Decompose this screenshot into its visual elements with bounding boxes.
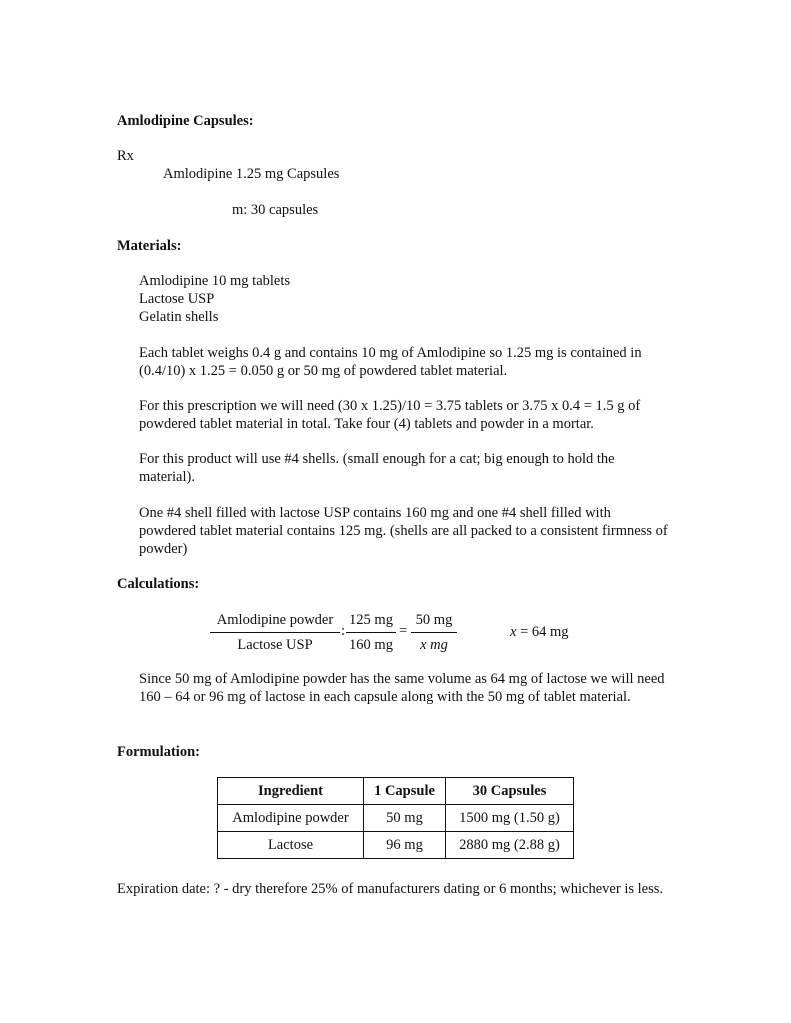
fraction-two-denominator: x mg (420, 637, 448, 653)
materials-item: Lactose USP (139, 291, 215, 307)
column-header: Ingredient (218, 778, 364, 805)
materials-paragraph: One #4 shell filled with lactose USP contains 160 mg and one #4 shell filled with powdered tablet material contains 125 mg. (shells are all packed to a consistent firmness of powder) (139, 505, 668, 557)
fraction-one (346, 611, 396, 654)
materials-item: Amlodipine 10 mg tablets (139, 273, 291, 289)
expiration-note: Expiration date: ? - dry therefore 25% of manufacturers dating or 6 months; whichever is less. (117, 881, 663, 897)
materials-paragraph: Each tablet weighs 0.4 g and contains 10 mg of Amlodipine so 1.25 mg is contained in (0.4/10) x 1.25 = 0.050 g or 50 mg of powdered tablet material. (139, 345, 642, 379)
result-value: = 64 mg (516, 624, 569, 640)
column-header: 30 Capsules (446, 778, 574, 805)
column-header: 1 Capsule (364, 778, 446, 805)
calculation-result (510, 623, 569, 641)
table-cell: 50 mg (364, 805, 446, 832)
table-cell: 1500 mg (1.50 g) (446, 805, 574, 832)
formulation-table (217, 777, 574, 859)
fraction-one-denominator: 160 mg (349, 637, 393, 653)
document-title: Amlodipine Capsules: (117, 113, 254, 129)
rx-label: Rx (117, 148, 134, 164)
table-header-row (218, 778, 574, 805)
equals-sign: = (399, 623, 408, 639)
materials-paragraph: For this prescription we will need (30 x 1.25)/10 = 3.75 tablets or 3.75 x 0.4 = 1.5 g of powdered tablet material in total. Take four (4) tablets and powder in a mortar. (139, 398, 641, 432)
ratio-denominator: Lactose USP (237, 637, 313, 653)
ratio-fraction (210, 611, 340, 654)
fraction-two (411, 611, 457, 654)
formulation-heading: Formulation: (117, 744, 200, 760)
materials-heading: Materials: (117, 238, 182, 254)
materials-item: Gelatin shells (139, 309, 219, 325)
calculations-paragraph: Since 50 mg of Amlodipine powder has the same volume as 64 mg of lactose we will need 160 – 64 or 96 mg of lactose in each capsule along with the 50 mg of tablet material. (139, 671, 665, 705)
table-cell: Lactose (218, 832, 364, 859)
table-row (218, 832, 574, 859)
table-cell: 2880 mg (2.88 g) (446, 832, 574, 859)
materials-paragraph: For this product will use #4 shells. (small enough for a cat; big enough to hold the material). (139, 451, 615, 485)
table-cell: 96 mg (364, 832, 446, 859)
ratio-separator: : (341, 623, 346, 639)
result-variable: x (510, 624, 517, 640)
ratio-numerator: Amlodipine powder (210, 611, 340, 633)
rx-drug: Amlodipine 1.25 mg Capsules (163, 166, 340, 182)
table-cell: Amlodipine powder (218, 805, 364, 832)
rx-quantity: m: 30 capsules (232, 202, 319, 218)
table-row (218, 805, 574, 832)
calculations-heading: Calculations: (117, 576, 200, 592)
fraction-one-numerator: 125 mg (346, 611, 396, 633)
fraction-two-numerator: 50 mg (411, 611, 457, 633)
